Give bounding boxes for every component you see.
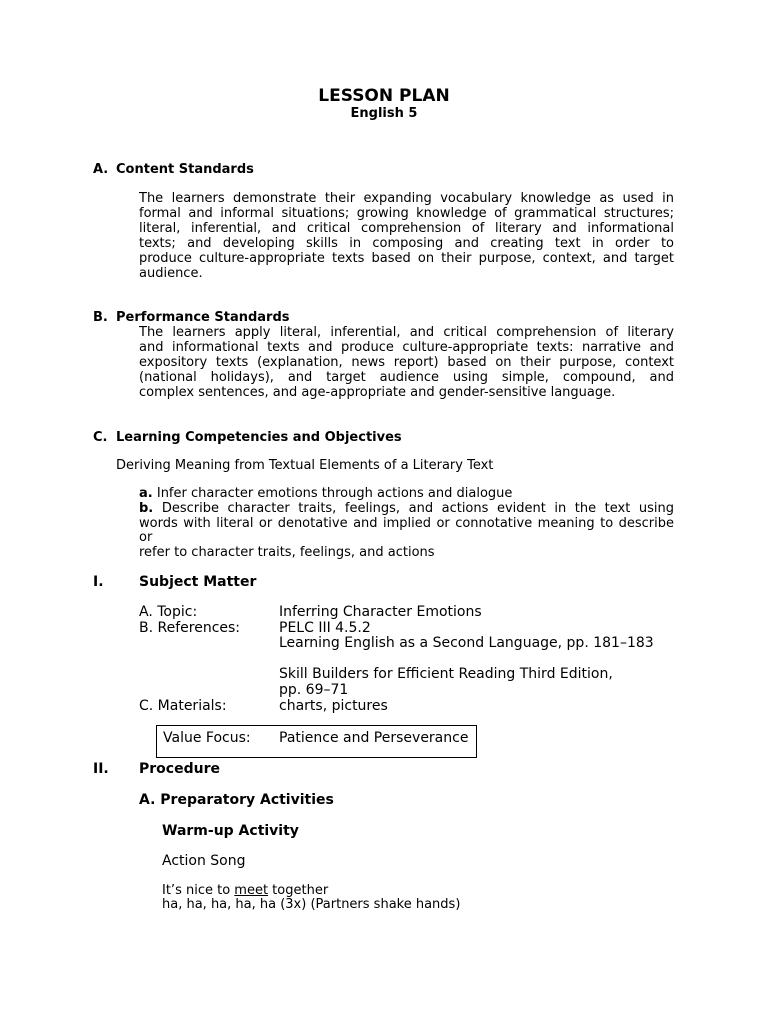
topic-value: Inferring Character Emotions [279,604,482,620]
reference-1: PELC III 4.5.2 [279,620,371,636]
section-b-heading: Performance Standards [116,310,290,325]
reference-3: Skill Builders for Efficient Reading Third Edition, [279,666,613,682]
section-a-heading: Content Standards [116,162,254,177]
reference-3-pages: pp. 69–71 [279,682,349,698]
objective-b: b. Describe character traits, feelings, and actions evident in the text using words with literal or denotative and implied or connotative meaning to describe or refer to character traits, feelings, and actions [139,501,674,560]
action-song-label: Action Song [162,853,246,869]
references-label: B. References: [139,620,241,636]
warmup-heading: Warm-up Activity [162,823,299,839]
value-focus-value: Patience and Perseverance [279,730,469,746]
lyric-line-1: It’s nice to meet together [162,883,329,898]
section-c-heading: Learning Competencies and Objectives [116,430,402,445]
reference-2: Learning English as a Second Language, pp. 181–183 [279,635,654,651]
section-a-letter: A. [93,162,109,177]
value-focus-label: Value Focus: [163,730,251,746]
materials-value: charts, pictures [279,698,388,714]
subject-matter-heading: Subject Matter [139,574,257,590]
procedure-heading: Procedure [139,761,220,777]
materials-label: C. Materials: [139,698,227,714]
lyric-line-2: ha, ha, ha, ha, ha (3x) (Partners shake hands) [162,897,461,912]
roman-i: I. [93,574,104,590]
objective-a: a. Infer character emotions through actions and dialogue [139,486,513,501]
roman-ii: II. [93,761,109,777]
content-standards-paragraph: The learners demonstrate their expanding vocabulary knowledge as used in formal and informal situations; growing knowledge of grammatical structures; literal, inferential, and critical comprehension of literary and informational texts; and developing skills in composing and creating text in order to produce culture-appropriate texts based on their purpose, context, and target audience. [139,191,674,281]
preparatory-activities-heading: A. Preparatory Activities [139,792,334,808]
competencies-intro: Deriving Meaning from Textual Elements of a Literary Text [116,458,494,473]
page-title: LESSON PLAN [318,86,450,106]
topic-label: A. Topic: [139,604,198,620]
performance-standards-paragraph: The learners apply literal, inferential, and critical comprehension of literary and informational texts and produce culture-appropriate texts: narrative and expository texts (explanation, news report) based on their purpose, context (national holidays), and target audience using simple, compound, and complex sentences, and age-appropriate and gender-sensitive language. [139,325,674,400]
section-c-letter: C. [93,430,108,445]
page-subtitle: English 5 [350,106,418,121]
section-b-letter: B. [93,310,108,325]
